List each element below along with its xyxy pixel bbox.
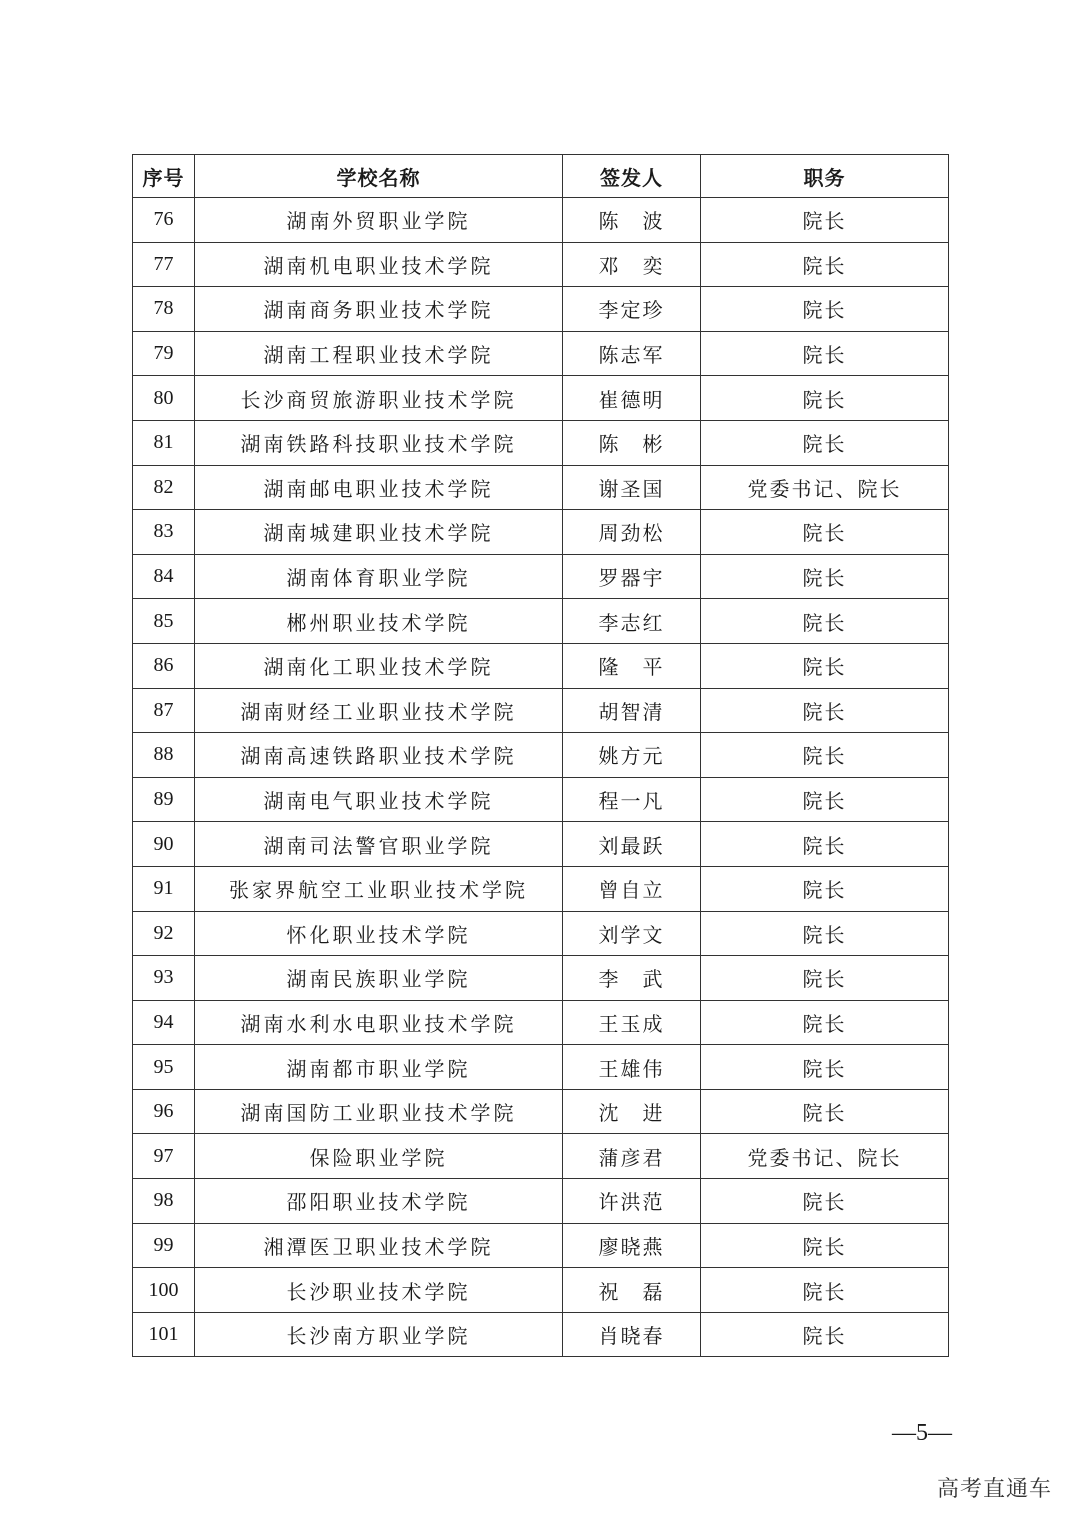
cell-school: 郴州职业技术学院 — [195, 599, 563, 644]
cell-position: 院长 — [701, 420, 949, 465]
cell-signer: 邓 奕 — [563, 242, 701, 287]
cell-signer: 蒲彦君 — [563, 1134, 701, 1179]
table-row — [133, 376, 949, 421]
table-row — [133, 599, 949, 644]
cell-school: 湖南商务职业技术学院 — [195, 287, 563, 332]
cell-position: 院长 — [701, 1312, 949, 1357]
cell-school: 湖南化工职业技术学院 — [195, 643, 563, 688]
header-signer: 签发人 — [563, 155, 701, 198]
cell-school: 湖南城建职业技术学院 — [195, 510, 563, 555]
cell-signer: 廖晓燕 — [563, 1223, 701, 1268]
cell-school: 长沙南方职业学院 — [195, 1312, 563, 1357]
cell-school: 湖南外贸职业学院 — [195, 198, 563, 243]
cell-signer: 刘学文 — [563, 911, 701, 956]
cell-position: 院长 — [701, 599, 949, 644]
cell-position: 院长 — [701, 911, 949, 956]
cell-school: 湖南铁路科技职业技术学院 — [195, 420, 563, 465]
cell-school: 邵阳职业技术学院 — [195, 1179, 563, 1224]
cell-school: 湖南国防工业职业技术学院 — [195, 1089, 563, 1134]
cell-index: 87 — [133, 688, 195, 733]
cell-index: 99 — [133, 1223, 195, 1268]
cell-school: 湖南高速铁路职业技术学院 — [195, 733, 563, 778]
cell-index: 92 — [133, 911, 195, 956]
cell-position: 院长 — [701, 1089, 949, 1134]
cell-school: 湖南工程职业技术学院 — [195, 331, 563, 376]
cell-signer: 李志红 — [563, 599, 701, 644]
cell-position: 院长 — [701, 1268, 949, 1313]
table-row — [133, 554, 949, 599]
header-school: 学校名称 — [195, 155, 563, 198]
table-row — [133, 733, 949, 778]
table-row — [133, 1312, 949, 1357]
cell-index: 86 — [133, 643, 195, 688]
table-row — [133, 643, 949, 688]
watermark-text: 高考直通车 — [936, 1477, 1052, 1502]
cell-signer: 王雄伟 — [563, 1045, 701, 1090]
cell-position: 院长 — [701, 822, 949, 867]
cell-index: 79 — [133, 331, 195, 376]
cell-signer: 程一凡 — [563, 777, 701, 822]
header-index: 序号 — [133, 155, 195, 198]
signer-table — [132, 154, 949, 1357]
cell-index: 97 — [133, 1134, 195, 1179]
cell-index: 80 — [133, 376, 195, 421]
cell-position: 院长 — [701, 1000, 949, 1045]
cell-index: 81 — [133, 420, 195, 465]
cell-school: 湖南都市职业学院 — [195, 1045, 563, 1090]
table-row — [133, 1045, 949, 1090]
cell-school: 湖南体育职业学院 — [195, 554, 563, 599]
table-row — [133, 1089, 949, 1134]
page-number: —5— — [892, 1420, 952, 1446]
table-row — [133, 911, 949, 956]
table-row — [133, 242, 949, 287]
cell-signer: 周劲松 — [563, 510, 701, 555]
cell-signer: 王玉成 — [563, 1000, 701, 1045]
cell-index: 78 — [133, 287, 195, 332]
cell-position: 院长 — [701, 198, 949, 243]
cell-position: 院长 — [701, 866, 949, 911]
cell-signer: 陈志军 — [563, 331, 701, 376]
cell-index: 101 — [133, 1312, 195, 1357]
cell-signer: 陈 彬 — [563, 420, 701, 465]
table-row — [133, 688, 949, 733]
cell-school: 湖南电气职业技术学院 — [195, 777, 563, 822]
cell-position: 院长 — [701, 331, 949, 376]
cell-signer: 沈 进 — [563, 1089, 701, 1134]
cell-school: 张家界航空工业职业技术学院 — [195, 866, 563, 911]
table-row — [133, 331, 949, 376]
cell-signer: 曾自立 — [563, 866, 701, 911]
cell-index: 83 — [133, 510, 195, 555]
table-row — [133, 866, 949, 911]
cell-index: 95 — [133, 1045, 195, 1090]
cell-position: 院长 — [701, 287, 949, 332]
cell-position: 院长 — [701, 376, 949, 421]
cell-position: 院长 — [701, 1045, 949, 1090]
cell-school: 怀化职业技术学院 — [195, 911, 563, 956]
cell-signer: 隆 平 — [563, 643, 701, 688]
cell-index: 90 — [133, 822, 195, 867]
cell-school: 长沙职业技术学院 — [195, 1268, 563, 1313]
cell-signer: 胡智清 — [563, 688, 701, 733]
cell-position: 院长 — [701, 733, 949, 778]
table-row — [133, 777, 949, 822]
cell-position: 党委书记、院长 — [701, 1134, 949, 1179]
table-row — [133, 822, 949, 867]
signer-table-container — [132, 154, 948, 1357]
cell-signer: 罗器宇 — [563, 554, 701, 599]
cell-signer: 陈 波 — [563, 198, 701, 243]
cell-signer: 谢圣国 — [563, 465, 701, 510]
cell-school: 湖南民族职业学院 — [195, 956, 563, 1001]
cell-signer: 姚方元 — [563, 733, 701, 778]
table-row — [133, 956, 949, 1001]
cell-position: 院长 — [701, 956, 949, 1001]
table-row — [133, 420, 949, 465]
table-row — [133, 198, 949, 243]
cell-index: 91 — [133, 866, 195, 911]
cell-position: 党委书记、院长 — [701, 465, 949, 510]
table-row — [133, 1134, 949, 1179]
header-position: 职务 — [701, 155, 949, 198]
cell-position: 院长 — [701, 643, 949, 688]
table-row — [133, 510, 949, 555]
cell-signer: 李定珍 — [563, 287, 701, 332]
cell-signer: 刘最跃 — [563, 822, 701, 867]
cell-index: 89 — [133, 777, 195, 822]
cell-school: 湖南水利水电职业技术学院 — [195, 1000, 563, 1045]
cell-signer: 祝 磊 — [563, 1268, 701, 1313]
cell-index: 84 — [133, 554, 195, 599]
cell-school: 湘潭医卫职业技术学院 — [195, 1223, 563, 1268]
cell-signer: 肖晓春 — [563, 1312, 701, 1357]
table-row — [133, 1000, 949, 1045]
cell-position: 院长 — [701, 1179, 949, 1224]
cell-school: 长沙商贸旅游职业技术学院 — [195, 376, 563, 421]
table-row — [133, 1223, 949, 1268]
cell-position: 院长 — [701, 242, 949, 287]
cell-index: 93 — [133, 956, 195, 1001]
table-row — [133, 465, 949, 510]
table-row — [133, 1268, 949, 1313]
cell-index: 98 — [133, 1179, 195, 1224]
cell-position: 院长 — [701, 1223, 949, 1268]
table-body — [133, 198, 949, 1357]
cell-school: 湖南邮电职业技术学院 — [195, 465, 563, 510]
cell-index: 77 — [133, 242, 195, 287]
table-header-row — [133, 155, 949, 198]
cell-school: 湖南司法警官职业学院 — [195, 822, 563, 867]
cell-index: 76 — [133, 198, 195, 243]
cell-index: 85 — [133, 599, 195, 644]
cell-position: 院长 — [701, 777, 949, 822]
cell-position: 院长 — [701, 688, 949, 733]
cell-school: 湖南机电职业技术学院 — [195, 242, 563, 287]
cell-signer: 许洪范 — [563, 1179, 701, 1224]
cell-index: 82 — [133, 465, 195, 510]
cell-school: 湖南财经工业职业技术学院 — [195, 688, 563, 733]
cell-index: 88 — [133, 733, 195, 778]
cell-position: 院长 — [701, 554, 949, 599]
cell-signer: 李 武 — [563, 956, 701, 1001]
cell-index: 94 — [133, 1000, 195, 1045]
table-row — [133, 1179, 949, 1224]
cell-signer: 崔德明 — [563, 376, 701, 421]
cell-school: 保险职业学院 — [195, 1134, 563, 1179]
cell-position: 院长 — [701, 510, 949, 555]
cell-index: 100 — [133, 1268, 195, 1313]
cell-index: 96 — [133, 1089, 195, 1134]
table-row — [133, 287, 949, 332]
